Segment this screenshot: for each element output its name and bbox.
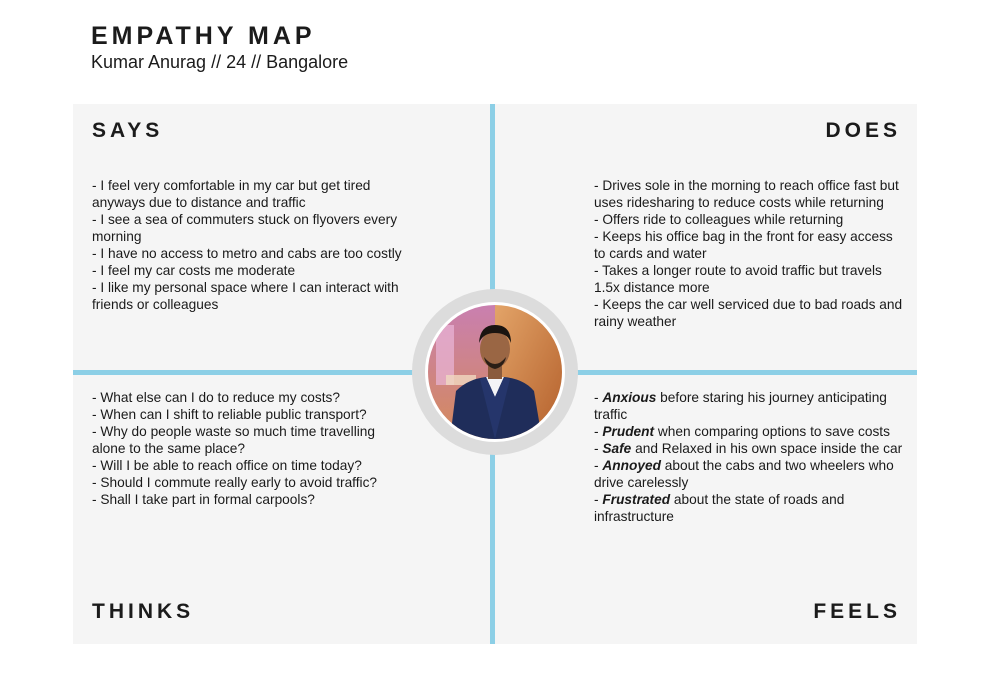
list-item: - I feel very comfortable in my car but get tired anyways due to distance and traffic [92, 178, 371, 210]
list-item: - I feel my car costs me moderate [92, 263, 296, 278]
list-item: - Keeps the car well serviced due to bad roads and rainy weather [594, 297, 903, 329]
avatar [412, 289, 578, 455]
list-item: - Offers ride to colleagues while returning [594, 212, 844, 227]
list-item: - Drives sole in the morning to reach office fast but uses ridesharing to reduce costs while returning [594, 178, 899, 210]
thinks-label: THINKS [92, 600, 195, 623]
list-item: - Why do people waste so much time travelling alone to the same place? [92, 424, 375, 456]
feels-list [594, 389, 906, 525]
persona-subtitle: Kumar Anurag // 24 // Bangalore [91, 52, 349, 72]
list-item: - Should I commute really early to avoid traffic? [92, 475, 378, 490]
does-list [594, 177, 906, 330]
list-item: - Safe and Relaxed in his own space inside the car [594, 441, 903, 456]
list-item: - I see a sea of commuters stuck on flyovers every morning [92, 212, 398, 244]
list-item: - Frustrated about the state of roads and infrastructure [594, 492, 845, 524]
list-item: - Shall I take part in formal carpools? [92, 492, 315, 507]
says-list [92, 177, 412, 313]
feels-label: FEELS [813, 600, 901, 623]
feeling-keyword: Prudent [602, 424, 655, 439]
page-title: EMPATHY MAP [91, 22, 316, 50]
feeling-keyword: Annoyed [602, 458, 661, 473]
does-label: DOES [825, 119, 901, 142]
list-item: - Prudent when comparing options to save costs [594, 424, 890, 439]
list-item: - I like my personal space where I can interact with friends or colleagues [92, 280, 399, 312]
feeling-keyword: Safe [602, 441, 632, 456]
person-illustration [428, 305, 562, 439]
list-item: - Keeps his office bag in the front for easy access to cards and water [594, 229, 893, 261]
says-label: SAYS [92, 119, 164, 142]
feeling-keyword: Anxious [602, 390, 657, 405]
feeling-keyword: Frustrated [602, 492, 671, 507]
persona-photo [425, 302, 565, 442]
thinks-list [92, 389, 412, 508]
list-item: - What else can I do to reduce my costs? [92, 390, 341, 405]
list-item: - Anxious before staring his journey anticipating traffic [594, 390, 887, 422]
list-item: - I have no access to metro and cabs are too costly [92, 246, 402, 261]
list-item: - Takes a longer route to avoid traffic but travels 1.5x distance more [594, 263, 882, 295]
list-item: - Annoyed about the cabs and two wheelers who drive carelessly [594, 458, 894, 490]
list-item: - Will I be able to reach office on time today? [92, 458, 362, 473]
list-item: - When can I shift to reliable public transport? [92, 407, 367, 422]
